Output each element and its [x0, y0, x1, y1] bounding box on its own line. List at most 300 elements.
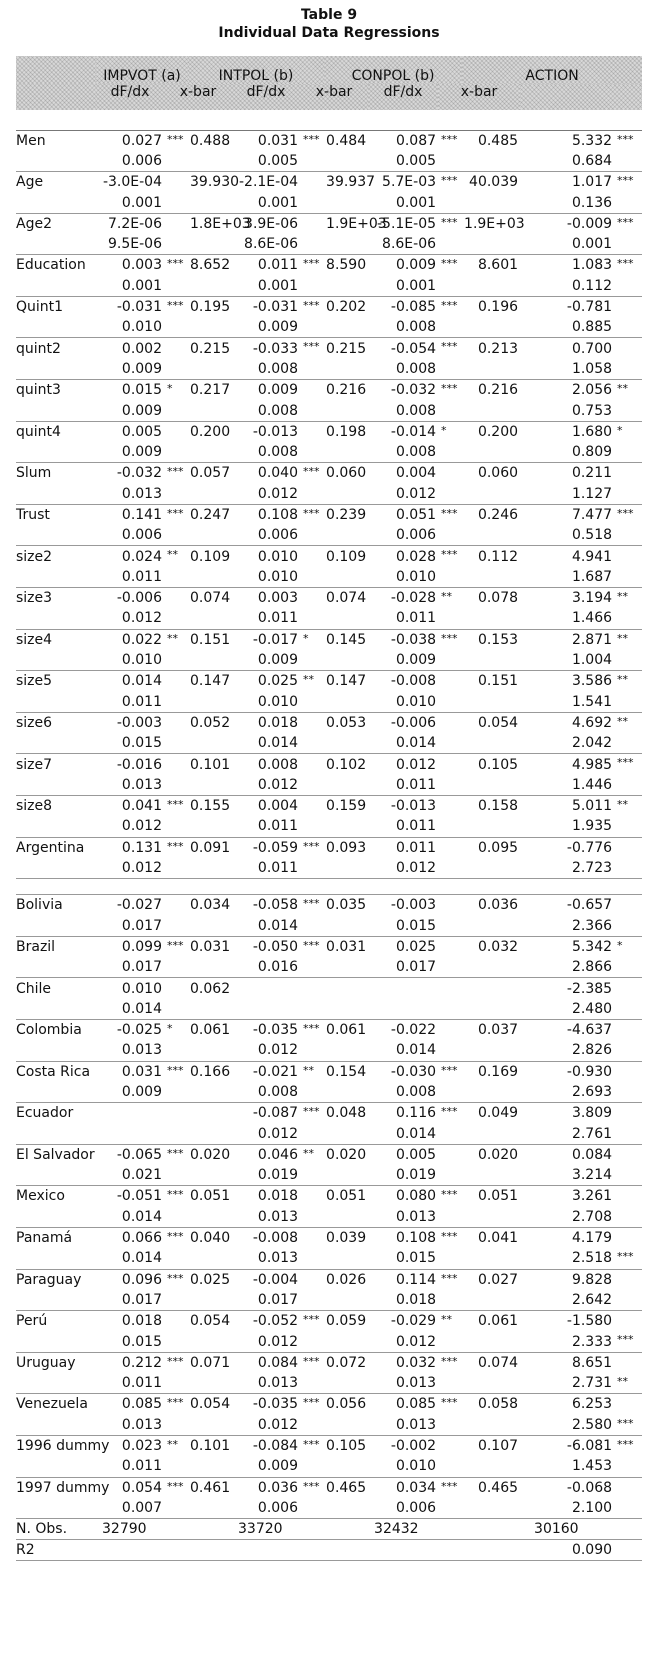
se-cell: 0.001	[257, 277, 299, 294]
se-row	[16, 442, 642, 463]
signif-stars: ***	[300, 1394, 324, 1415]
coef-row	[16, 1227, 642, 1248]
signif-stars: **	[300, 1144, 324, 1165]
signif-stars: **	[164, 546, 188, 567]
coef-cell: 0.005	[368, 1144, 438, 1165]
xbar-cell: 0.196	[462, 296, 520, 317]
xbar-cell: 0.198	[324, 421, 368, 442]
se-cell: 0.008	[395, 444, 437, 461]
se-cell: 0.017	[395, 959, 437, 976]
se-cell: 3.214	[571, 1167, 613, 1184]
header-impvot: IMPVOT (a)	[96, 56, 188, 84]
xbar-cell: 0.247	[188, 504, 232, 525]
xbar-cell: 0.465	[462, 1477, 520, 1498]
xbar-cell: 0.027	[462, 1269, 520, 1290]
xbar-cell: 0.041	[462, 1227, 520, 1248]
se-cell: 0.006	[121, 152, 162, 169]
coef-cell: -0.657	[520, 895, 614, 916]
signif-stars	[300, 380, 324, 401]
signif-stars	[614, 1352, 642, 1373]
signif-stars	[614, 525, 642, 546]
coef-cell: -0.038	[368, 629, 438, 650]
signif-stars	[614, 858, 642, 879]
coef-cell	[96, 1103, 164, 1124]
signif-stars: ***	[614, 255, 642, 276]
se-cell: 0.001	[395, 194, 437, 211]
xbar-cell: 0.215	[324, 338, 368, 359]
row-label: size4	[16, 629, 96, 650]
coef-cell: 5.342	[520, 936, 614, 957]
xbar-cell: 0.217	[188, 380, 232, 401]
xbar-cell: 0.059	[324, 1311, 368, 1332]
row-label: Brazil	[16, 936, 96, 957]
se-cell: 0.012	[395, 1333, 437, 1350]
se-cell: 0.010	[121, 652, 162, 669]
signif-stars	[438, 895, 462, 916]
signif-stars: ***	[438, 1352, 462, 1373]
se-cell: 0.012	[395, 485, 437, 502]
row-label: Men	[16, 130, 96, 151]
signif-stars	[164, 754, 188, 775]
se-cell: 0.006	[257, 1499, 299, 1516]
se-cell: 2.480	[571, 1000, 613, 1017]
se-cell: 0.014	[395, 1042, 437, 1059]
coef-row	[16, 629, 642, 650]
coef-cell: -0.025	[96, 1019, 164, 1040]
xbar-cell: 0.101	[188, 754, 232, 775]
nobs-value: 33720	[232, 1519, 300, 1540]
signif-stars: ***	[614, 130, 642, 151]
se-cell: 0.010	[395, 568, 437, 585]
coef-cell: -0.032	[368, 380, 438, 401]
signif-stars	[614, 775, 642, 796]
se-row	[16, 567, 642, 588]
signif-stars: **	[614, 380, 642, 401]
xbar-cell: 0.061	[324, 1019, 368, 1040]
coef-cell: 0.010	[96, 978, 164, 999]
coef-cell: -0.087	[232, 1103, 300, 1124]
se-cell: 1.687	[571, 568, 613, 585]
se-row	[16, 915, 642, 936]
se-row	[16, 816, 642, 837]
xbar-cell: 0.031	[188, 936, 232, 957]
signif-stars	[614, 1019, 642, 1040]
signif-stars	[614, 957, 642, 978]
signif-stars	[614, 1311, 642, 1332]
se-cell: 0.005	[395, 152, 437, 169]
coef-cell: 0.040	[232, 463, 300, 484]
signif-stars	[614, 692, 642, 713]
xbar-cell: 0.107	[462, 1435, 520, 1456]
se-row	[16, 151, 642, 172]
coef-cell: 0.131	[96, 837, 164, 858]
xbar-cell: 0.031	[324, 936, 368, 957]
signif-stars: ***	[617, 1333, 634, 1347]
se-cell: 0.011	[257, 610, 299, 627]
coef-cell: 1.680	[520, 421, 614, 442]
row-label: Age2	[16, 213, 96, 234]
signif-stars	[164, 421, 188, 442]
signif-stars	[164, 213, 188, 234]
se-cell: 0.809	[571, 444, 613, 461]
se-cell: 2.826	[571, 1042, 613, 1059]
signif-stars: ***	[164, 1269, 188, 1290]
coef-cell: 0.212	[96, 1352, 164, 1373]
signif-stars	[164, 588, 188, 609]
signif-stars	[614, 1269, 642, 1290]
signif-stars: ***	[164, 1352, 188, 1373]
signif-stars	[614, 234, 642, 255]
se-cell: 0.008	[257, 444, 299, 461]
xbar-cell: 0.246	[462, 504, 520, 525]
signif-stars: ***	[438, 504, 462, 525]
xbar-cell: 0.195	[188, 296, 232, 317]
coef-cell: 0.108	[368, 1227, 438, 1248]
coef-cell: 0.018	[232, 712, 300, 733]
se-cell: 2.580	[571, 1416, 613, 1433]
coef-cell: -0.016	[96, 754, 164, 775]
coef-cell: -0.017	[232, 629, 300, 650]
signif-stars: **	[300, 1061, 324, 1082]
signif-stars: ***	[300, 463, 324, 484]
coef-cell: 3.809	[520, 1103, 614, 1124]
xbar-cell: 0.109	[188, 546, 232, 567]
se-cell: 0.014	[121, 1250, 162, 1267]
coef-cell: 0.015	[96, 380, 164, 401]
signif-stars	[614, 915, 642, 936]
se-row	[16, 1373, 642, 1394]
coef-cell: 0.014	[96, 671, 164, 692]
coef-row	[16, 255, 642, 276]
coef-cell: -0.029	[368, 1311, 438, 1332]
coef-cell: 1.083	[520, 255, 614, 276]
se-row	[16, 317, 642, 338]
row-label: size5	[16, 671, 96, 692]
xbar-cell: 0.147	[324, 671, 368, 692]
se-cell: 0.008	[395, 402, 437, 419]
signif-stars: *	[438, 421, 462, 442]
se-row	[16, 608, 642, 629]
xbar-cell: 0.095	[462, 837, 520, 858]
coef-cell: -0.022	[368, 1019, 438, 1040]
coef-cell: -5.1E-05	[368, 213, 438, 234]
se-cell: 1.541	[571, 693, 613, 710]
se-cell: 0.012	[257, 1125, 299, 1142]
coef-cell: 0.084	[520, 1144, 614, 1165]
row-label: Chile	[16, 978, 96, 999]
coef-cell: -0.003	[368, 895, 438, 916]
signif-stars	[438, 671, 462, 692]
se-cell: 0.016	[257, 959, 299, 976]
se-cell: 0.009	[257, 1458, 299, 1475]
coef-row	[16, 796, 642, 817]
se-row	[16, 775, 642, 796]
xbar-cell: 8.590	[324, 255, 368, 276]
signif-stars	[614, 359, 642, 380]
signif-stars	[614, 338, 642, 359]
row-label: Costa Rica	[16, 1061, 96, 1082]
signif-stars	[614, 1082, 642, 1103]
coef-cell: 0.032	[368, 1352, 438, 1373]
signif-stars: ***	[164, 1227, 188, 1248]
se-cell: 0.753	[571, 402, 613, 419]
se-cell: 0.010	[257, 568, 299, 585]
coef-cell: -0.009	[520, 213, 614, 234]
se-cell: 0.009	[121, 444, 162, 461]
coef-row	[16, 213, 642, 234]
coef-cell: 2.056	[520, 380, 614, 401]
se-cell	[232, 999, 300, 1020]
se-cell: 0.009	[395, 652, 437, 669]
xbar-cell: 0.039	[324, 1227, 368, 1248]
coef-cell: -1.580	[520, 1311, 614, 1332]
se-cell: 0.008	[395, 319, 437, 336]
se-row	[16, 999, 642, 1020]
xbar-cell: 0.093	[324, 837, 368, 858]
signif-stars	[438, 712, 462, 733]
se-cell: 0.012	[395, 860, 437, 877]
xbar-cell: 0.040	[188, 1227, 232, 1248]
se-cell: 0.013	[257, 1250, 299, 1267]
signif-stars: ***	[438, 546, 462, 567]
row-label: 1996 dummy	[16, 1435, 96, 1456]
coef-row	[16, 380, 642, 401]
se-cell: 0.017	[121, 959, 162, 976]
signif-stars	[300, 1186, 324, 1207]
coef-cell: 0.022	[96, 629, 164, 650]
se-cell: 0.009	[121, 1084, 162, 1100]
se-row	[16, 484, 642, 505]
signif-stars	[300, 754, 324, 775]
coef-cell: 0.010	[232, 546, 300, 567]
signif-stars: ***	[438, 172, 462, 193]
coef-cell: -0.068	[520, 1477, 614, 1498]
coef-cell: 0.080	[368, 1186, 438, 1207]
se-cell: 1.446	[571, 776, 613, 793]
coef-cell: -0.002	[368, 1435, 438, 1456]
coef-cell: 0.700	[520, 338, 614, 359]
se-cell: 0.009	[257, 319, 299, 336]
xbar-cell: 0.112	[462, 546, 520, 567]
se-row	[16, 525, 642, 546]
signif-stars	[614, 978, 642, 999]
se-cell: 0.136	[571, 194, 613, 211]
row-label: size3	[16, 588, 96, 609]
coef-cell: 0.011	[368, 837, 438, 858]
coef-cell: 8.651	[520, 1352, 614, 1373]
signif-stars: ***	[300, 1019, 324, 1040]
coef-row	[16, 130, 642, 151]
signif-stars: **	[300, 671, 324, 692]
xbar-cell: 0.061	[188, 1019, 232, 1040]
se-cell: 0.011	[121, 568, 162, 585]
row-label: Paraguay	[16, 1269, 96, 1290]
coef-cell: 3.194	[520, 588, 614, 609]
signif-stars: **	[164, 1435, 188, 1456]
coef-cell: -0.050	[232, 936, 300, 957]
row-label: size2	[16, 546, 96, 567]
signif-stars	[614, 1290, 642, 1311]
xbar-cell	[188, 1103, 232, 1124]
coef-row	[16, 712, 642, 733]
se-cell: 0.010	[121, 319, 162, 336]
coef-cell: 3.261	[520, 1186, 614, 1207]
xbar-cell: 0.202	[324, 296, 368, 317]
signif-stars	[614, 1207, 642, 1228]
se-row	[16, 1331, 642, 1352]
coef-cell: 1.017	[520, 172, 614, 193]
xbar-cell: 0.054	[188, 1311, 232, 1332]
xbar-cell: 0.057	[188, 463, 232, 484]
coef-cell: -0.930	[520, 1061, 614, 1082]
signif-stars: ***	[438, 1186, 462, 1207]
signif-stars: ***	[300, 504, 324, 525]
se-cell: 0.013	[121, 1042, 162, 1059]
xbar-cell: 0.026	[324, 1269, 368, 1290]
xbar-cell: 0.159	[324, 796, 368, 817]
signif-stars: ***	[164, 1061, 188, 1082]
se-cell: 0.008	[395, 360, 437, 377]
se-row	[16, 1207, 642, 1228]
se-row	[16, 1248, 642, 1269]
header-dfdx-3: dF/dx	[368, 84, 438, 110]
xbar-cell: 0.060	[462, 463, 520, 484]
signif-stars	[614, 650, 642, 671]
header-dfdx-1: dF/dx	[96, 84, 164, 110]
se-cell: 2.866	[571, 959, 613, 976]
xbar-cell: 0.051	[188, 1186, 232, 1207]
row-label: quint4	[16, 421, 96, 442]
xbar-cell: 0.036	[462, 895, 520, 916]
coef-cell: 0.005	[96, 421, 164, 442]
coef-cell: -0.085	[368, 296, 438, 317]
signif-stars	[438, 1019, 462, 1040]
signif-stars	[614, 1144, 642, 1165]
signif-stars: ***	[300, 1311, 324, 1332]
coef-cell: -3.0E-04	[96, 172, 164, 193]
coef-row	[16, 1019, 642, 1040]
signif-stars: ***	[438, 1227, 462, 1248]
signif-stars	[614, 1040, 642, 1061]
coef-cell: 0.036	[232, 1477, 300, 1498]
header-xbar-2: x-bar	[300, 84, 368, 110]
coef-cell: 0.003	[96, 255, 164, 276]
se-row	[16, 1123, 642, 1144]
signif-stars	[438, 978, 462, 999]
coef-cell: 0.108	[232, 504, 300, 525]
signif-stars	[614, 733, 642, 754]
se-row	[16, 1082, 642, 1103]
signif-stars	[614, 895, 642, 916]
coef-cell: 0.031	[232, 130, 300, 151]
se-cell: 1.127	[571, 485, 613, 502]
xbar-cell: 0.051	[462, 1186, 520, 1207]
xbar-cell: 0.200	[188, 421, 232, 442]
se-row	[16, 1165, 642, 1186]
row-label: Education	[16, 255, 96, 276]
se-cell: 0.009	[257, 652, 299, 669]
signif-stars: ***	[617, 1416, 634, 1430]
coef-cell: 0.009	[368, 255, 438, 276]
se-cell: 0.015	[395, 917, 437, 934]
coef-cell: 0.012	[368, 754, 438, 775]
signif-stars: ***	[164, 796, 188, 817]
coef-cell: 0.018	[232, 1186, 300, 1207]
row-label: Age	[16, 172, 96, 193]
row-label: size7	[16, 754, 96, 775]
coef-cell: 0.041	[96, 796, 164, 817]
header-intpol: INTPOL (b)	[188, 56, 324, 84]
se-cell: 0.014	[257, 917, 299, 934]
coef-row	[16, 1144, 642, 1165]
xbar-cell: 1.8E+03	[188, 213, 232, 234]
se-row	[16, 1456, 642, 1477]
xbar-cell: 0.215	[188, 338, 232, 359]
coef-cell: 0.004	[368, 463, 438, 484]
signif-stars: ***	[438, 380, 462, 401]
signif-stars: ***	[300, 1435, 324, 1456]
se-cell: 0.012	[121, 860, 162, 877]
signif-stars: ***	[438, 1061, 462, 1082]
se-row	[16, 692, 642, 713]
xbar-cell: 0.484	[324, 130, 368, 151]
signif-stars: **	[438, 1311, 462, 1332]
coef-cell: 0.141	[96, 504, 164, 525]
coef-cell	[368, 978, 438, 999]
signif-stars: ***	[164, 1144, 188, 1165]
se-cell: 0.013	[395, 1375, 437, 1392]
signif-stars: ***	[300, 296, 324, 317]
se-cell: 0.011	[395, 818, 437, 835]
xbar-cell	[462, 978, 520, 999]
coef-row	[16, 1435, 642, 1456]
signif-stars: ***	[164, 296, 188, 317]
xbar-cell: 0.151	[462, 671, 520, 692]
se-cell: 0.011	[395, 776, 437, 793]
signif-stars: **	[614, 671, 642, 692]
signif-stars: ***	[438, 1269, 462, 1290]
se-cell	[368, 999, 438, 1020]
row-label: Uruguay	[16, 1352, 96, 1373]
se-cell: 0.011	[121, 693, 162, 710]
row-label: Panamá	[16, 1227, 96, 1248]
signif-stars	[614, 999, 642, 1020]
se-cell: 2.708	[571, 1208, 613, 1225]
se-cell: 0.013	[395, 1208, 437, 1225]
coef-cell: 0.031	[96, 1061, 164, 1082]
se-cell: 1.058	[571, 360, 613, 377]
signif-stars	[300, 712, 324, 733]
signif-stars: ***	[438, 338, 462, 359]
coef-cell	[232, 978, 300, 999]
xbar-cell: 0.213	[462, 338, 520, 359]
coef-row	[16, 338, 642, 359]
signif-stars: ***	[614, 1435, 642, 1456]
xbar-cell: 0.020	[462, 1144, 520, 1165]
se-cell: 0.010	[395, 693, 437, 710]
se-cell: 0.006	[395, 1499, 437, 1516]
signif-stars	[438, 936, 462, 957]
coef-cell: 0.025	[232, 671, 300, 692]
se-cell: 2.731	[571, 1375, 613, 1392]
row-label: El Salvador	[16, 1144, 96, 1165]
coef-cell: 0.096	[96, 1269, 164, 1290]
se-cell: 0.007	[121, 1499, 162, 1516]
se-cell: 0.006	[121, 527, 162, 544]
xbar-cell: 0.145	[324, 629, 368, 650]
xbar-cell: 39.930	[188, 172, 232, 193]
coef-cell: 0.054	[96, 1477, 164, 1498]
